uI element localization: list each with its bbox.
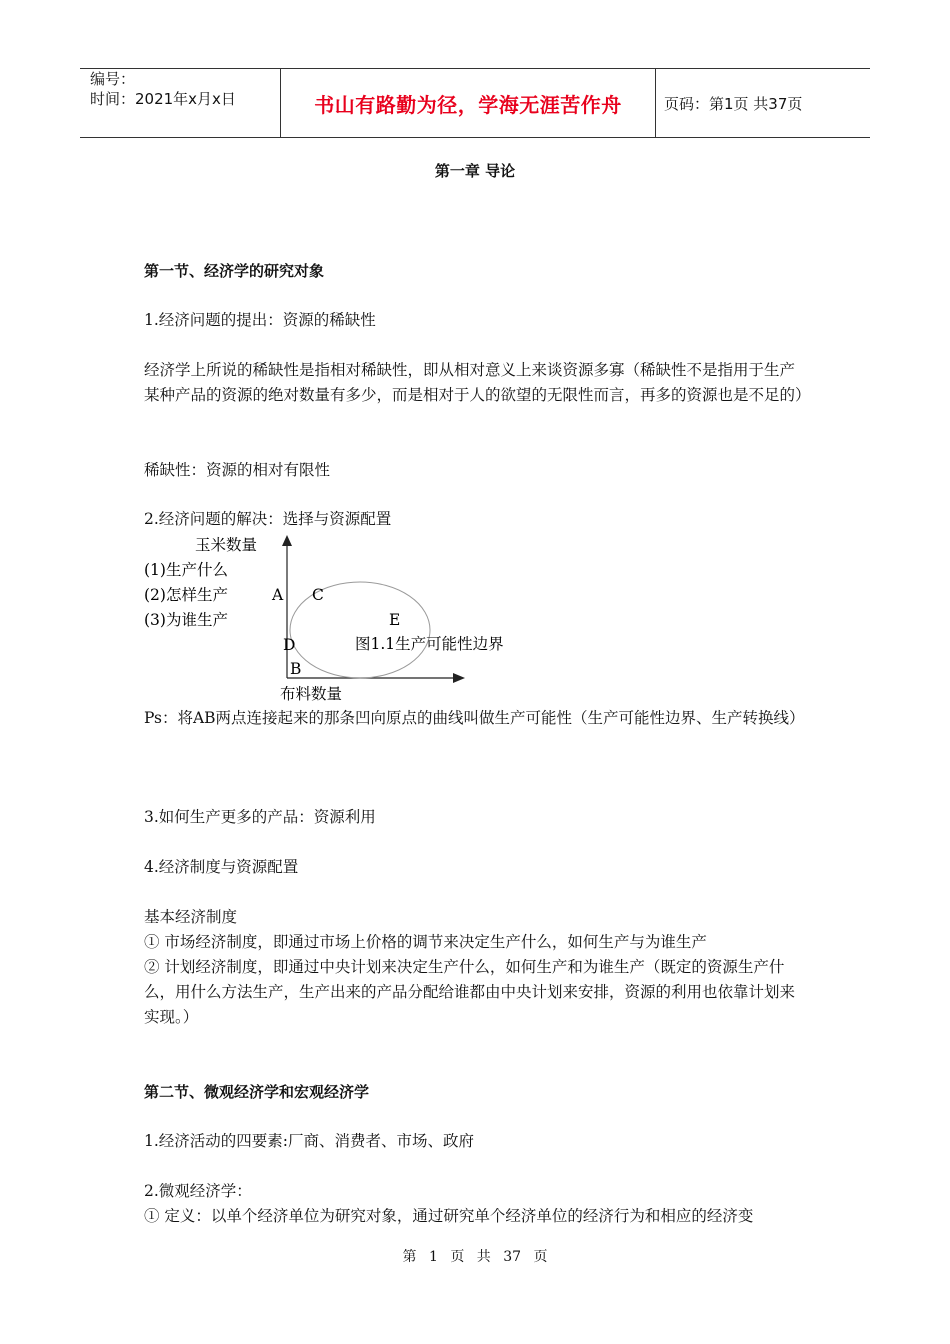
scarcity-definition: 稀缺性：资源的相对有限性 [144, 461, 331, 479]
page-footer [0, 1246, 950, 1266]
ppf-curve [290, 582, 430, 678]
header-center-cell [280, 69, 656, 137]
question-how: (2)怎样生产 [144, 586, 228, 604]
chapter-title: 第一章 导论 [434, 162, 516, 180]
footer-word-ye: 页 [450, 1249, 465, 1265]
planned-economy-item: ② 计划经济制度，即通过中央计划来决定生产什么，如何生产和为谁生产（既定的资源生产什么，用什么方法生产，生产出来的产品分配给谁都由中央计划来安排，资源的利用也依靠计划来实现。） [144, 958, 796, 1026]
microeconomics-definition: ① 定义：以单个经济单位为研究对象，通过研究单个经济单位的经济行为和相应的经济变 [144, 1207, 754, 1225]
footer-page-number: 1 [428, 1249, 438, 1265]
section1-item2: 2.经济问题的解决：选择与资源配置 [144, 510, 392, 528]
point-d-label: D [283, 636, 296, 654]
header-page-info: 页码：第1页 共37页 [664, 94, 803, 113]
point-c-label: C [312, 586, 324, 604]
section1-para1: 经济学上所说的稀缺性是指相对稀缺性，即从相对意义上来谈资源多寡（稀缺性不是指用于生产某种产品的资源的绝对数量有多少，而是相对于人的欲望的无限性而言，再多的资源也是不足的） [144, 361, 811, 404]
footer-total-pages: 37 [503, 1249, 522, 1265]
section2-item2: 2.微观经济学： [144, 1182, 252, 1200]
question-for-whom: (3)为谁生产 [144, 611, 228, 629]
header-motto: 书山有路勤为径，学海无涯苦作舟 [314, 92, 622, 117]
market-economy-item: ① 市场经济制度，即通过市场上价格的调节来决定生产什么，如何生产与为谁生产 [144, 933, 707, 951]
x-axis-arrowhead [453, 673, 465, 683]
section1-item4: 4.经济制度与资源配置 [144, 858, 299, 876]
point-a-label: A [272, 586, 284, 604]
section2-item1: 1.经济活动的四要素:厂商、消费者、市场、政府 [144, 1132, 475, 1150]
basic-system-label: 基本经济制度 [144, 908, 238, 926]
page-header [80, 68, 870, 138]
point-e-label: E [389, 611, 401, 629]
section1-heading: 第一节、经济学的研究对象 [144, 262, 325, 280]
header-right-cell [664, 69, 864, 137]
section2-heading: 第二节、微观经济学和宏观经济学 [144, 1083, 370, 1101]
figure-caption: 图1.1生产可能性边界 [355, 635, 504, 653]
header-left-cell [80, 69, 280, 137]
ps-note: Ps：将AB两点连接起来的那条凹向原点的曲线叫做生产可能性（生产可能性边界、生产转换线） [144, 709, 805, 727]
document-time-label: 时间：2021年x月x日 [90, 90, 236, 108]
point-b-label: B [290, 660, 302, 678]
question-what: (1)生产什么 [144, 561, 228, 579]
section1-item1: 1.经济问题的提出：资源的稀缺性 [144, 311, 376, 329]
y-axis-label: 玉米数量 [195, 536, 258, 554]
document-number-label: 编号： [90, 70, 136, 88]
footer-word-gong: 共 [476, 1249, 491, 1265]
section1-item3: 3.如何生产更多的产品：资源利用 [144, 808, 376, 826]
footer-word-ye2: 页 [533, 1249, 548, 1265]
x-axis-label: 布料数量 [280, 685, 343, 703]
footer-word-di: 第 [402, 1249, 417, 1265]
y-axis-arrowhead [282, 535, 292, 546]
